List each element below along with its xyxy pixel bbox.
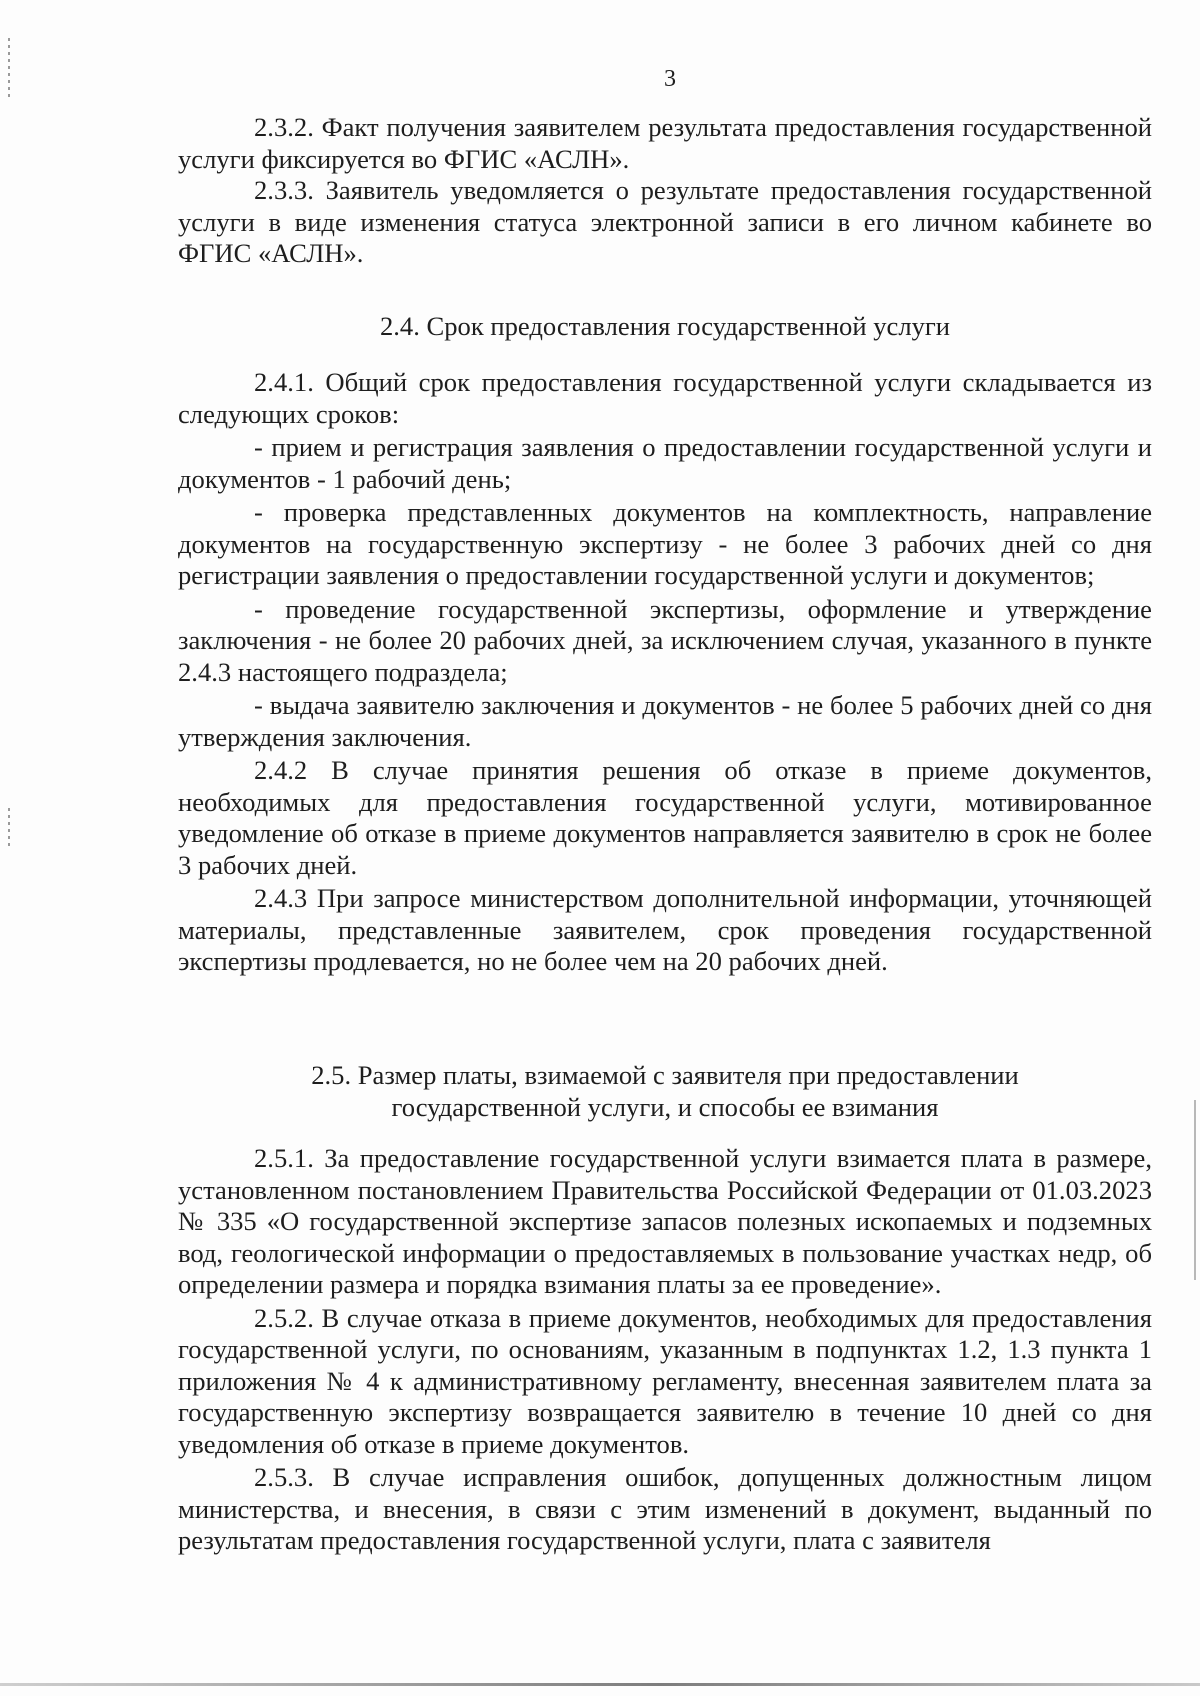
section-2-4-heading-block (178, 311, 1152, 343)
scan-edge-mark-middle (8, 808, 10, 848)
section-2-5-block (178, 1143, 1152, 1557)
section-heading-2-4: 2.4. Срок предоставления государственной услуги (379, 311, 951, 341)
paragraph-2-4-2: 2.4.2 В случае принятия решения об отказе в приеме документов, необходимых для предоставления государственной услуги, мотивированное уведомление об отказе в приеме документов направляется заявителю в срок не более 3 рабочих дней. (178, 755, 1152, 880)
paragraph-2-4-1: 2.4.1. Общий срок предоставления государственной услуги складывается из следующих сроков: (178, 367, 1152, 429)
section-heading-2-5-line-2: государственной услуги, и способы ее взимания (391, 1091, 939, 1122)
list-item-reception: - прием и регистрация заявления о предоставлении государственной услуги и документов - 1 рабочий день; (178, 432, 1152, 494)
scan-bottom-edge (0, 1683, 1200, 1686)
section-heading-2-5-line-1: 2.5. Размер платы, взимаемой с заявителя при предоставлении (311, 1060, 1019, 1090)
paragraph-2-5-3: 2.5.3. В случае исправления ошибок, допущенных должностным лицом министерства, и внесения, в связи с этим изменений в документ, выданный по результатам предоставления государственной услуги, плата с заявителя (178, 1462, 1152, 1555)
section-2-3-block (178, 112, 1152, 270)
list-item-verification: - проверка представленных документов на комплектность, направление документов на государственную экспертизу - не более 3 рабочих дней со дня регистрации заявления о предоставлении государственной услуги и документов; (178, 497, 1152, 590)
scan-edge-mark-right (1194, 1100, 1196, 1280)
paragraph-2-3-3: 2.3.3. Заявитель уведомляется о результате предоставления государственной услуги в виде изменения статуса электронной записи в его личном кабинете во ФГИС «АСЛН». (178, 175, 1152, 268)
paragraph-2-3-2: 2.3.2. Факт получения заявителем результата предоставления государственной услуги фиксируется во ФГИС «АСЛН». (178, 112, 1152, 174)
paragraph-2-5-1: 2.5.1. За предоставление государственной услуги взимается плата в размере, установленном постановлением Правительства Российской Федерации от 01.03.2023 № 335 «О государственной экспертизе запасов полезных ископаемых и подземных вод, геологической информации о предоставляемых в пользование участках недр, об определении размера и порядка взимания платы за ее проведение». (178, 1143, 1152, 1299)
page-number: 3 (664, 66, 676, 92)
paragraph-2-4-3: 2.4.3 При запросе министерством дополнительной информации, уточняющей материалы, представленные заявителем, срок проведения государственной экспертизы продлевается, но не более чем на 20 рабочих дней. (178, 883, 1152, 976)
section-2-4-block (178, 367, 1152, 978)
paragraph-2-5-2: 2.5.2. В случае отказа в приеме документов, необходимых для предоставления государственной услуги, по основаниям, указанным в подпунктах 1.2, 1.3 пункта 1 приложения № 4 к административному регламенту, внесенная заявителем плата за государственную экспертизу возвращается заявителю в течение 10 дней со дня уведомления об отказе в приеме документов. (178, 1302, 1152, 1459)
list-item-issuance: - выдача заявителю заключения и документов - не более 5 рабочих дней со дня утверждения заключения. (178, 690, 1152, 752)
section-2-5-heading-block (178, 1060, 1152, 1123)
section-heading-2-5 (178, 1060, 1152, 1123)
list-item-expertise: - проведение государственной экспертизы, оформление и утверждение заключения - не более 20 рабочих дней, за исключением случая, указанного в пункте 2.4.3 настоящего подраздела; (178, 593, 1152, 687)
